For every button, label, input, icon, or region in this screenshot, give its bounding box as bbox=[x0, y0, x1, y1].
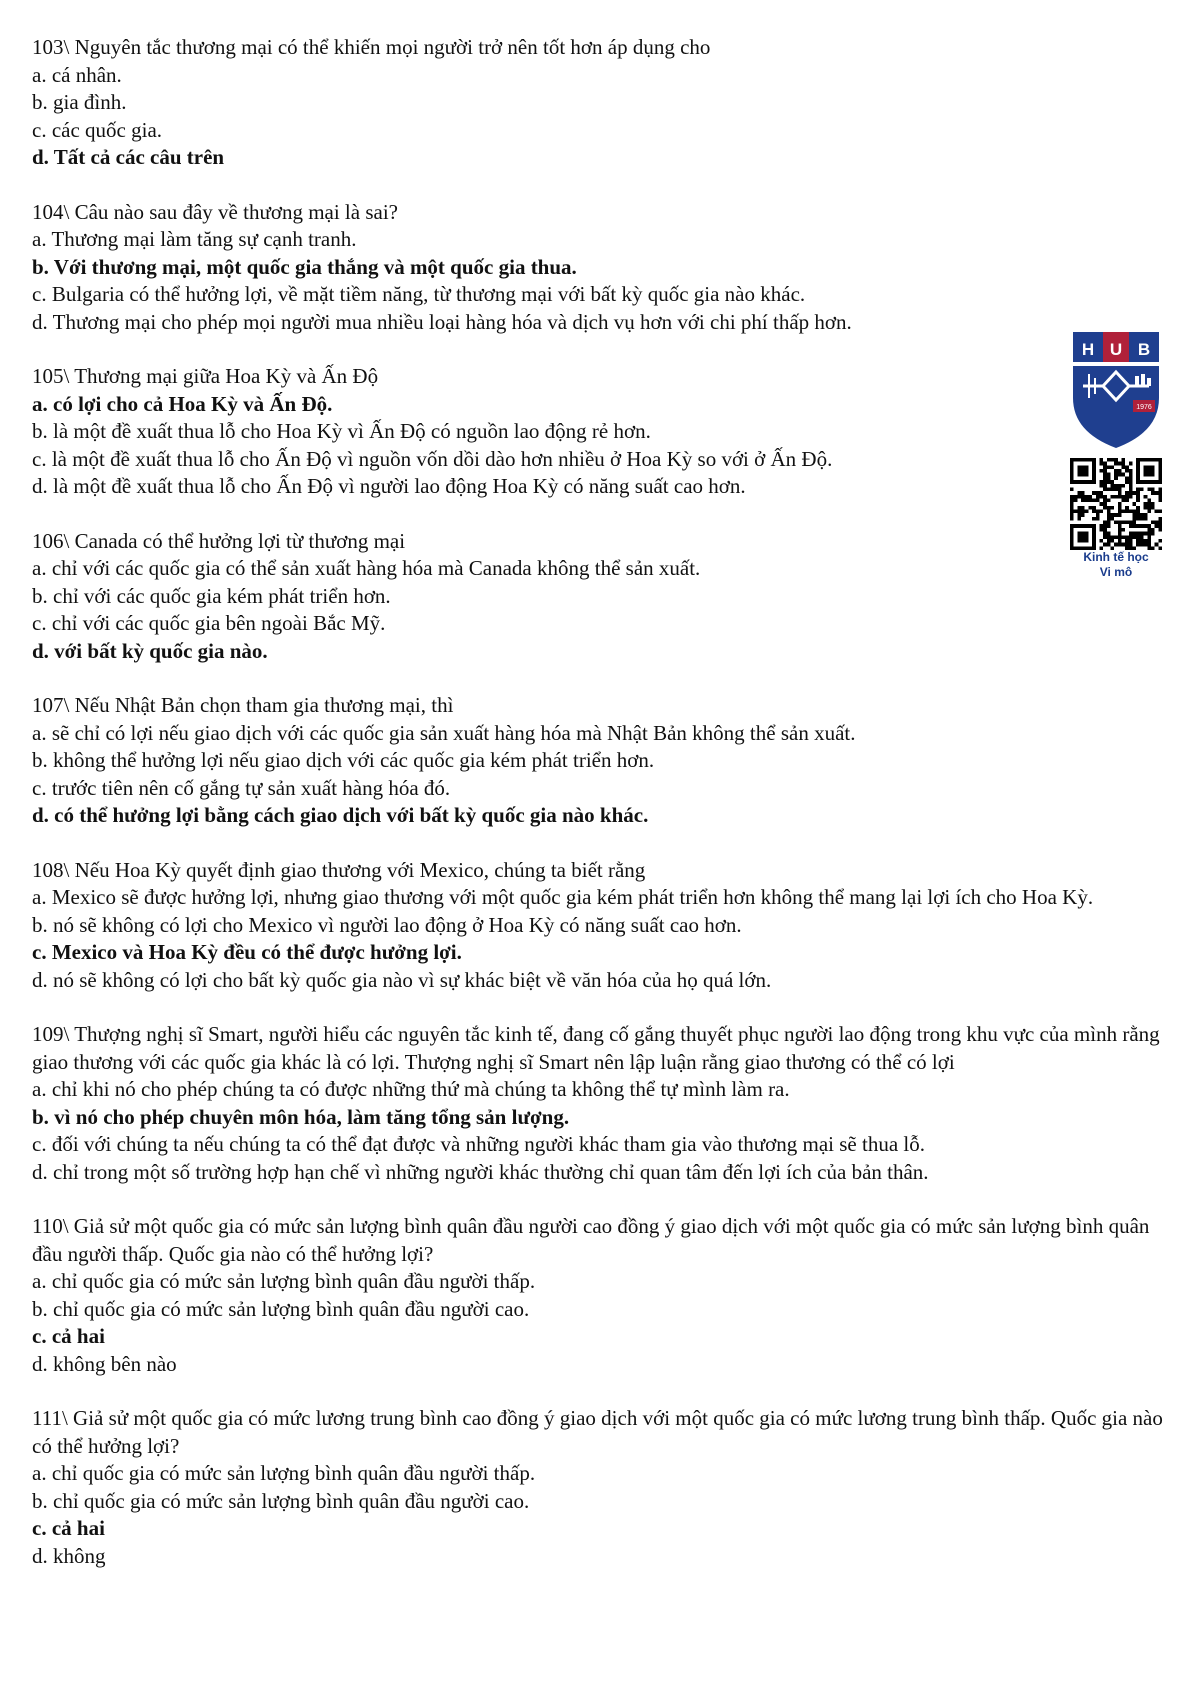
question-stem: 108\ Nếu Hoa Kỳ quyết định giao thương với Mexico, chúng ta biết rằng bbox=[32, 857, 646, 882]
answer-option: c. chỉ với các quốc gia bên ngoài Bắc Mỹ. bbox=[32, 611, 386, 635]
answer-option: d. không bên nào bbox=[32, 1351, 177, 1376]
answer-option: b. gia đình. bbox=[32, 90, 127, 114]
course-caption-line1: Kinh tế học bbox=[1083, 550, 1149, 564]
course-caption-line2: Vi mô bbox=[1099, 565, 1133, 579]
answer-option: c. Bulgaria có thể hưởng lợi, về mặt tiềm năng, từ thương mại với bất kỳ quốc gia nào khác. bbox=[32, 282, 806, 306]
answer-option-correct: b. vì nó cho phép chuyên môn hóa, làm tăng tổng sản lượng. bbox=[32, 1104, 570, 1129]
answer-option: d. Thương mại cho phép mọi người mua nhiều loại hàng hóa và dịch vụ hơn với chi phí thấp hơn. bbox=[32, 309, 852, 334]
answer-option-correct: d. có thể hưởng lợi bằng cách giao dịch với bất kỳ quốc gia nào khác. bbox=[32, 803, 649, 827]
question-block bbox=[32, 692, 1167, 830]
answer-option: a. chỉ quốc gia có mức sản lượng bình quân đầu người thấp. bbox=[32, 1269, 536, 1293]
answer-option: c. là một đề xuất thua lỗ cho Ấn Độ vì nguồn vốn dồi dào hơn nhiều ở Hoa Kỳ so với ở Ấn Độ. bbox=[32, 446, 833, 471]
answer-option-correct: d. Tất cả các câu trên bbox=[32, 145, 225, 169]
answer-option-correct: a. có lợi cho cả Hoa Kỳ và Ấn Độ. bbox=[32, 391, 333, 416]
answer-option: b. nó sẽ không có lợi cho Mexico vì người lao động ở Hoa Kỳ có năng suất cao hơn. bbox=[32, 912, 742, 937]
question-stem: 104\ Câu nào sau đây về thương mại là sai? bbox=[32, 199, 398, 224]
logo-letter-h: H bbox=[1081, 340, 1095, 359]
question-block bbox=[32, 1405, 1167, 1570]
answer-option-correct: c. cả hai bbox=[32, 1516, 105, 1540]
answer-option: a. chỉ quốc gia có mức sản lượng bình quân đầu người thấp. bbox=[32, 1461, 536, 1485]
answer-option: b. không thể hưởng lợi nếu giao dịch với các quốc gia kém phát triển hơn. bbox=[32, 748, 655, 772]
question-list bbox=[32, 34, 1167, 1597]
question-block bbox=[32, 34, 1167, 172]
question-stem: 107\ Nếu Nhật Bản chọn tham gia thương mại, thì bbox=[32, 693, 454, 717]
answer-option: b. chỉ với các quốc gia kém phát triển hơn. bbox=[32, 583, 391, 608]
question-stem: 105\ Thương mại giữa Hoa Kỳ và Ấn Độ bbox=[32, 364, 379, 388]
question-stem: 103\ Nguyên tắc thương mại có thể khiến mọi người trở nên tốt hơn áp dụng cho bbox=[32, 35, 711, 59]
question-block bbox=[32, 1213, 1167, 1378]
answer-option: a. sẽ chỉ có lợi nếu giao dịch với các quốc gia sản xuất hàng hóa mà Nhật Bản không thể sản xuất. bbox=[32, 720, 856, 745]
question-block bbox=[32, 363, 1167, 501]
question-stem: 110\ Giả sử một quốc gia có mức sản lượng bình quân đầu người cao đồng ý giao dịch với một quốc gia có mức sản lượng bình quân đầu người thấp. Quốc gia nào có thể hưởng lợi? bbox=[32, 1214, 1150, 1266]
answer-option: a. chỉ với các quốc gia có thể sản xuất hàng hóa mà Canada không thể sản xuất. bbox=[32, 556, 701, 580]
question-block bbox=[32, 199, 1167, 337]
question-block bbox=[32, 528, 1167, 666]
logo-year: 1976 bbox=[1136, 404, 1152, 411]
logo-letter-u: U bbox=[1109, 340, 1123, 359]
logo-panel bbox=[1060, 328, 1172, 580]
question-block bbox=[32, 857, 1167, 995]
answer-option-correct: d. với bất kỳ quốc gia nào. bbox=[32, 638, 268, 663]
answer-option: a. cá nhân. bbox=[32, 62, 122, 87]
answer-option: a. Mexico sẽ được hưởng lợi, nhưng giao thương với một quốc gia kém phát triển hơn không thể mang lại lợi ích cho Hoa Kỳ. bbox=[32, 885, 1094, 909]
question-stem: 109\ Thượng nghị sĩ Smart, người hiểu các nguyên tắc kinh tế, đang cố gắng thuyết phục người lao động trong khu vực của mình rằng giao thương với các quốc gia khác là có lợi. Thượng nghị sĩ Smart nên lập luận rằng giao thương có thể có lợi bbox=[32, 1022, 1160, 1074]
answer-option: a. chỉ khi nó cho phép chúng ta có được những thứ mà chúng ta không thể tự mình làm ra. bbox=[32, 1077, 790, 1101]
answer-option: a. Thương mại làm tăng sự cạnh tranh. bbox=[32, 227, 357, 251]
answer-option: b. chỉ quốc gia có mức sản lượng bình quân đầu người cao. bbox=[32, 1296, 530, 1321]
answer-option: d. chỉ trong một số trường hợp hạn chế vì những người khác thường chỉ quan tâm đến lợi ích của bản thân. bbox=[32, 1159, 929, 1184]
question-block bbox=[32, 1021, 1167, 1186]
logo-letter-b: B bbox=[1137, 340, 1151, 359]
answer-option: d. là một đề xuất thua lỗ cho Ấn Độ vì người lao động Hoa Kỳ có năng suất cao hơn. bbox=[32, 474, 746, 498]
hub-shield-logo bbox=[1069, 328, 1163, 452]
answer-option: c. đối với chúng ta nếu chúng ta có thể đạt được và những người khác tham gia vào thương mại sẽ thua lỗ. bbox=[32, 1132, 925, 1156]
answer-option: c. trước tiên nên cố gắng tự sản xuất hàng hóa đó. bbox=[32, 775, 451, 800]
question-stem: 111\ Giả sử một quốc gia có mức lương trung bình cao đồng ý giao dịch với một quốc gia có mức lương trung bình thấp. Quốc gia nào có thể hưởng lợi? bbox=[32, 1406, 1163, 1458]
answer-option-correct: c. cả hai bbox=[32, 1324, 105, 1348]
qr-code bbox=[1070, 458, 1162, 550]
answer-option-correct: b. Với thương mại, một quốc gia thắng và một quốc gia thua. bbox=[32, 254, 577, 279]
answer-option: c. các quốc gia. bbox=[32, 117, 163, 142]
answer-option-correct: c. Mexico và Hoa Kỳ đều có thể được hưởng lợi. bbox=[32, 940, 462, 964]
answer-option: b. là một đề xuất thua lỗ cho Hoa Kỳ vì Ấn Độ có nguồn lao động rẻ hơn. bbox=[32, 419, 651, 443]
answer-option: d. nó sẽ không có lợi cho bất kỳ quốc gia nào vì sự khác biệt về văn hóa của họ quá lớn. bbox=[32, 967, 772, 992]
question-stem: 106\ Canada có thể hưởng lợi từ thương mại bbox=[32, 528, 406, 553]
answer-option: b. chỉ quốc gia có mức sản lượng bình quân đầu người cao. bbox=[32, 1488, 530, 1513]
answer-option: d. không bbox=[32, 1543, 106, 1568]
